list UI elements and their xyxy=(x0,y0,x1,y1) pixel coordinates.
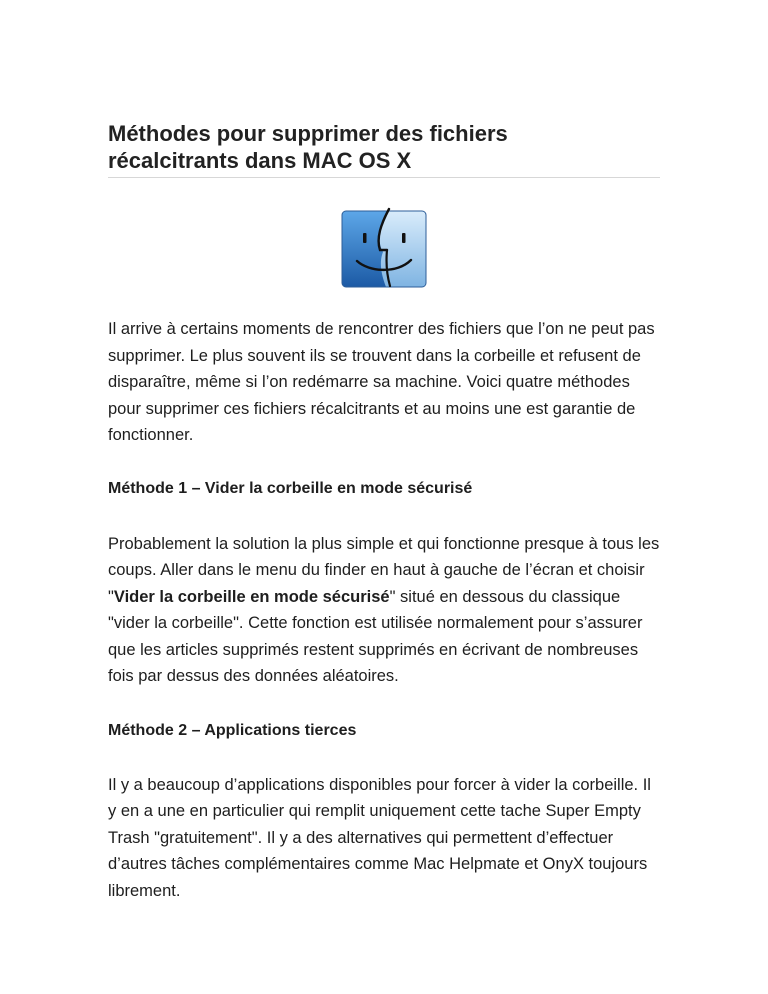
finder-icon xyxy=(339,206,429,290)
intro-paragraph: Il arrive à certains moments de rencontrer des fichiers que l’on ne peut pas supprimer. Le plus souvent ils se trouvent dans la corbeille et refusent de disparaître, même si l’on redémarre sa machine. Voici quatre méthodes pour supprimer ces fichiers récalcitrants et au moins une est garantie de fonctionner. xyxy=(108,320,655,444)
title-line-1: Méthodes pour supprimer des fichiers xyxy=(108,121,508,146)
section-heading-method-1: Méthode 1 – Vider la corbeille en mode sécurisé xyxy=(108,479,473,497)
section-paragraph-method-1 xyxy=(108,531,660,690)
method-1-text-before: Probablement la solution la plus simple et qui fonctionne presque à tous les coups. Aller dans le menu du finder en haut à gauche de l’écran et choisir " xyxy=(108,534,660,606)
page-title xyxy=(108,120,660,178)
section-paragraph-method-2: Il y a beaucoup d’applications disponibles pour forcer à vider la corbeille. Il y en a une en particulier qui remplit uniquement cette tache Super Empty Trash "gratuitement". Il y a des alternatives qui permettent d’effectuer d’autres tâches complémentaires comme Mac Helpmate et OnyX toujours librement. xyxy=(108,775,651,900)
method-1-bold-text: Vider la corbeille en mode sécurisé xyxy=(113,587,390,606)
article xyxy=(108,120,660,904)
section-heading-method-2: Méthode 2 – Applications tierces xyxy=(108,721,357,739)
logo-container xyxy=(108,206,660,290)
title-line-2: récalcitrants dans MAC OS X xyxy=(108,148,412,173)
method-1-text-after: " situé en dessous du classique "vider la corbeille". Cette fonction est utilisée normalement pour s’assurer que les articles supprimés restent supprimés en écrivant de nombreuses fois par dessus des données aléatoires. xyxy=(108,587,643,685)
